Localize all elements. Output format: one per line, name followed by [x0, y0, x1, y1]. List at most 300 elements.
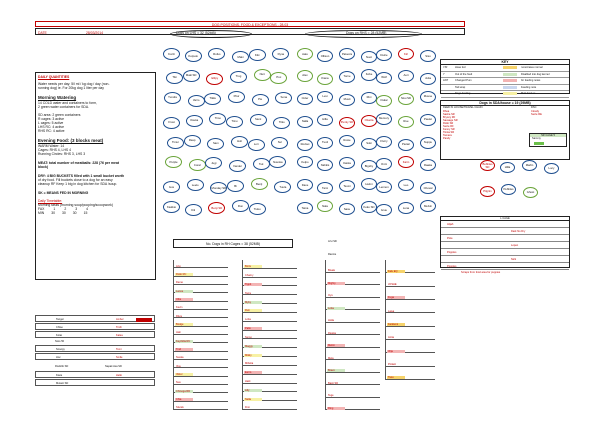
dog-circle: Tami — [317, 182, 333, 194]
key-rows — [441, 65, 569, 98]
timetable-head: 2 — [64, 207, 67, 211]
dsc-list — [531, 110, 542, 116]
dog-circle: Rufus — [208, 48, 225, 60]
cage-dog-name: Ritva — [176, 314, 182, 318]
dog-circle: Tiki — [166, 72, 183, 84]
l-cage-row — [441, 242, 569, 249]
cage-row — [242, 375, 297, 384]
dog-circle: Lucy — [544, 163, 559, 174]
cage-dog-name: Kerkkoni — [388, 323, 399, 327]
cage-dog-name: Basti SD — [328, 381, 339, 385]
cage-dog-name: Chia — [176, 398, 182, 402]
dog-circle: Nalla — [297, 116, 313, 128]
dog-circle: Sisu — [420, 50, 436, 62]
dog-circle: Kiekkio — [163, 201, 180, 213]
l-cage-dog: Alijah — [447, 222, 454, 226]
dog-circle: Dyna — [272, 48, 289, 60]
rh-cages-title-text: No. Dogs in RH Cages = 38 (52MB) — [206, 242, 260, 246]
key-cell: Y/R — [443, 66, 448, 69]
dog-circle: Kozzi — [163, 48, 180, 60]
dog-circle: Leo — [398, 179, 414, 191]
dog-circle: Monday SR — [210, 182, 227, 194]
key-swatch — [503, 92, 517, 95]
dog-circle: Kiana — [317, 73, 333, 85]
cage-dog-name: Tieto — [388, 376, 394, 380]
running-line: Running Circles: RHS 3, LHS 3 — [38, 152, 86, 156]
key-cell: Hose fed — [455, 66, 466, 69]
cage-row — [242, 322, 297, 331]
key-cell: Y — [443, 72, 445, 76]
sr-cage-box — [529, 133, 567, 147]
cage-dog-name: Nella — [245, 397, 251, 401]
dog-circle: Kaisla — [339, 157, 355, 169]
timetable-head: 1 — [53, 207, 56, 211]
dog-circle: Sasu — [339, 203, 355, 215]
dog-circle: Benji SD — [208, 202, 225, 214]
key-cell: Feeding note — [521, 85, 537, 89]
cage-dog-name: Fuga — [388, 296, 394, 300]
cage-row — [385, 353, 435, 366]
dog-circle: Bi — [227, 180, 244, 192]
left-cage-dog: Kiara — [56, 374, 63, 377]
l-cage-dog: Lopen — [511, 243, 519, 247]
sr-cage-color — [534, 142, 544, 145]
cage-dog-name: Mela — [328, 356, 334, 360]
dog-circle: Hilla — [317, 114, 333, 126]
rhs-oval-outline — [305, 30, 422, 38]
dog-circle: Nuppu — [420, 137, 436, 149]
cage-row — [173, 385, 228, 393]
cage-dog-name: Sumo — [245, 335, 252, 339]
dog-circle: Olsetta — [361, 115, 377, 127]
cage-row — [325, 310, 380, 323]
timetable-head: 4 — [86, 207, 88, 211]
cage-row — [325, 285, 380, 298]
dog-circle: Tiinu — [226, 116, 243, 128]
key-cell: Changed Pum — [455, 79, 472, 82]
left-cage-dog: Chloe — [56, 326, 63, 329]
timetable-value-row — [38, 211, 153, 215]
cage-dog-name: Tarra — [245, 291, 251, 295]
list-item: Suzie RF — [443, 125, 454, 128]
cage-row — [242, 401, 297, 410]
cage-dog-name: Keyrkilla RC — [176, 339, 191, 343]
cage-dog-name: Nuuka — [176, 356, 184, 360]
key-cell: Disabled into dog kennel — [521, 72, 550, 76]
dog-circle: Koko SD — [361, 201, 377, 213]
sk-note: SK = MEANS FED IN MORNING — [38, 191, 89, 195]
meat-line: MEAT: total number of meatballs: 228 (76 per meat — [38, 161, 119, 165]
dog-circle: Purple — [165, 156, 182, 168]
cage-dog-name: Vilja — [388, 349, 393, 353]
cage-dog-name: Mihelia — [245, 362, 254, 366]
lhs-dog-map — [163, 48, 293, 223]
dog-circle: Sam — [207, 138, 224, 150]
key-title: KEY — [441, 60, 569, 65]
dog-circle: Paulet — [420, 114, 436, 126]
dog-circle: Rue — [398, 116, 414, 128]
list-item: Bryony RF — [443, 116, 456, 119]
dog-circle: Huli — [231, 136, 248, 148]
house-title: FEED IN HOUSE/TRAVEL CHAIN — [443, 106, 483, 109]
cage-dog-name: Melini — [328, 344, 335, 347]
cage-highlight — [136, 318, 152, 322]
cage-dog-name: Stivals — [176, 406, 184, 410]
cage-row — [173, 402, 228, 410]
timetable-value: 30 — [72, 211, 77, 215]
dog-circle: Helmi — [361, 178, 377, 190]
cage-dog-name: Pinkett — [388, 363, 396, 367]
dog-circle: Rocket — [297, 139, 313, 151]
dog-circle: Timur — [167, 137, 184, 149]
morning-line-2: 2 green water containers for SDA. — [38, 105, 90, 109]
dog-circle: Karin — [398, 156, 414, 168]
dog-circle: Suki — [361, 138, 377, 150]
cage-row — [173, 343, 228, 351]
cage-dog-name: Falu EQ — [388, 269, 398, 273]
left-cages-bottom-title-2: Napak Asa SD — [105, 365, 122, 368]
lhs-oval-outline — [170, 30, 252, 38]
dry-line: DRY: 4 BIG BUCKETS filled with 1 small bucket worth — [38, 174, 125, 178]
l-cage-row — [441, 263, 569, 270]
cage-row — [242, 348, 297, 357]
cage-row — [173, 352, 228, 360]
sr-cage-title: SR CAGE 5 — [530, 134, 566, 137]
dog-circle: Wolf — [376, 72, 392, 84]
cage-row — [173, 360, 228, 368]
l-cage-dog: Nick — [511, 257, 517, 261]
sr-cage-item: Sammy — [532, 137, 541, 140]
mid-col-title-2: Rannie — [328, 253, 337, 256]
key-cell: Tail wrap — [455, 85, 466, 89]
cage-row — [173, 268, 228, 276]
dsc-title: DSC — [531, 106, 537, 109]
water-line-2: running dog) ie. For 20kg dog 1 liter per day — [38, 86, 104, 90]
l-cage-row — [441, 249, 569, 256]
cage-dog-name: Rollo RC — [176, 273, 187, 277]
dog-circle: Mouse — [420, 91, 436, 103]
cage-row — [385, 313, 435, 326]
dog-circle: Onni — [376, 158, 392, 170]
rh-cages-mid-col — [242, 260, 297, 410]
dog-circle: Ollison — [317, 50, 333, 62]
dog-circle: Punky SD — [339, 117, 355, 129]
list-item: Sausage SR — [443, 119, 458, 122]
dog-circle: Hilla — [500, 162, 515, 173]
cage-row — [242, 366, 297, 375]
key-swatch — [503, 73, 517, 76]
key-cell: Dogs feeding — [455, 92, 471, 95]
key-swatch — [503, 86, 517, 89]
left-cage-dog: Mutant SD — [56, 382, 69, 385]
dog-circle: Kiri — [398, 48, 414, 60]
cage-dog-name: Trail — [176, 348, 181, 352]
cage-row — [385, 273, 435, 286]
dog-circle: Cider — [297, 93, 313, 105]
dog-circle: Raaka — [420, 159, 436, 171]
dog-circle: Gruu — [376, 204, 392, 216]
cage-row — [173, 318, 228, 326]
l-cage-dog: Pixie — [447, 236, 453, 240]
cage-dog-name: Holla — [328, 319, 334, 322]
cage-row — [242, 278, 297, 287]
rh-cages-right-col — [325, 260, 380, 410]
evening-title: Evening Food: (3 blocks meat) — [38, 138, 104, 143]
dog-circle: Pie — [252, 94, 269, 106]
left-cage-dog: Amber — [116, 318, 124, 321]
header-title-bar — [35, 21, 465, 27]
dog-circle: Cheval — [420, 182, 436, 194]
cage-row — [242, 260, 297, 269]
cage-row — [242, 392, 297, 401]
cage-row — [173, 310, 228, 318]
key-cell: Out of the food — [455, 72, 473, 76]
left-cages-table — [35, 315, 155, 400]
cage-dog-name: Boris — [245, 265, 251, 269]
l-cage-row — [441, 235, 569, 242]
lhs-rc-line: LHS RC: 4 active — [38, 125, 65, 129]
timetable-value: 30 — [51, 211, 55, 215]
l-cage-panel — [440, 216, 570, 274]
left-cage-dog: Hello — [116, 374, 122, 377]
cage-dog-name: Myky — [245, 300, 252, 304]
cage-dog-name: Eerro — [245, 371, 252, 375]
dog-circle: Coral — [189, 159, 206, 171]
cage-dog-name: Deme — [176, 281, 183, 285]
dog-circle: Jutta — [420, 73, 436, 85]
left-cage-row — [35, 331, 155, 338]
dog-circle: Xander — [229, 160, 246, 172]
l-cage-title: L CAGE — [441, 217, 569, 221]
dog-circle: Nala — [317, 200, 333, 212]
left-cage-row — [35, 315, 155, 322]
cage-row — [173, 277, 228, 285]
cage-row — [325, 373, 380, 386]
key-row — [441, 91, 569, 98]
cage-dog-name: Lilly — [245, 388, 250, 392]
dog-circle: Ron — [232, 200, 249, 212]
list-item: Tamara — [443, 134, 452, 137]
right-cluster-map — [480, 160, 560, 210]
dog-circle: Rosie — [339, 135, 355, 147]
cage-row — [242, 384, 297, 393]
cage-row — [242, 304, 297, 313]
cage-dog-name: Anita — [388, 336, 394, 340]
list-item: Cloudy — [531, 110, 540, 113]
date-label: DATE — [38, 30, 47, 35]
cage-dog-name: Bisale — [328, 269, 336, 272]
cage-dog-name: Kevin — [176, 306, 183, 310]
cage-dog-name: Finn — [245, 406, 251, 410]
left-cage-dog: Tanger — [56, 318, 64, 321]
cage-row — [325, 323, 380, 336]
cage-dog-name: Lawa — [388, 309, 395, 313]
cage-row — [385, 327, 435, 340]
cage-dog-name: Lotta — [328, 306, 334, 310]
daily-timetable-title: Daily Timetable: — [38, 199, 63, 203]
list-item: Sasha SR — [443, 113, 455, 116]
left-cage-dog: Kalea — [116, 334, 123, 337]
dog-circle: Auri — [398, 70, 414, 82]
cage-row — [385, 340, 435, 353]
date-value: 28/03/2014 — [86, 30, 103, 35]
list-item: Rollo SR — [443, 122, 454, 125]
dog-circle: Tuk — [253, 158, 270, 170]
cage-row — [385, 300, 435, 313]
dog-circle: Pietari — [398, 139, 414, 151]
rhs-count-label: Dogs on RHS = 28 (52MB) — [346, 30, 387, 35]
cage-row — [173, 335, 228, 343]
morning-watering-title: Morning Watering — [38, 95, 77, 100]
dog-circle: Musti — [339, 94, 355, 106]
cage-dog-name: Bodge — [176, 323, 184, 327]
list-item: Suzie RE — [531, 113, 542, 116]
cage-dog-name: Chinoga RD — [176, 389, 191, 393]
dog-circle: Nuot — [361, 51, 377, 63]
cage-row — [173, 327, 228, 335]
left-cages-bottom-title: Rodolfo SD — [55, 365, 69, 368]
left-cages-mid-title: Noto 50 — [55, 340, 65, 343]
left-cage-dog: Hoc — [56, 356, 61, 359]
key-cell: runs/crates normal — [521, 66, 543, 69]
dog-circle: Tuula — [274, 181, 291, 193]
dog-circle: Melvin — [420, 200, 436, 212]
dog-circle: Sisu SD — [398, 93, 414, 105]
dog-circle: Nahkis — [317, 159, 333, 171]
cage-row — [173, 368, 228, 376]
dog-circle: Palooza — [339, 48, 355, 60]
left-cage-row — [35, 371, 155, 378]
cage-dog-name: Hatti — [245, 380, 251, 384]
water-line: Water needs per day: 5/l ml / kg dog / day (non- — [38, 82, 110, 86]
morning-line-1: 14 COLD water and containers to form, — [38, 101, 97, 105]
cage-row — [242, 269, 297, 278]
daily-quantities-panel — [35, 72, 156, 280]
cage-dog-name: Charny — [245, 274, 254, 278]
dog-circle: Tundra — [164, 92, 181, 104]
dog-circle: Taina — [297, 202, 313, 214]
dog-circle: Ghost — [523, 187, 538, 198]
dry-line-2: of dry food. Fill buckets close to a dog for an easy — [38, 178, 113, 182]
dog-circle: Tikku — [204, 93, 221, 105]
cage-row — [325, 335, 380, 348]
dog-circle: Luna — [398, 202, 414, 214]
cage-dog-name: Arto — [176, 264, 181, 268]
dog-circle: Lexi — [317, 91, 333, 103]
cage-dog-name: Viktor — [176, 373, 183, 377]
cage-row — [325, 273, 380, 286]
dog-circle: Maki — [232, 51, 249, 63]
cage-row — [325, 260, 380, 273]
cage-row — [242, 339, 297, 348]
cage-row — [385, 367, 435, 380]
cage-row — [173, 393, 228, 401]
l-cage-dog: Dark No Dry — [511, 229, 526, 233]
timetable-value: 30 — [62, 211, 66, 215]
cage-dog-name: Lotta — [245, 318, 251, 322]
dog-circle: Frost — [163, 117, 180, 129]
cage-row — [242, 313, 297, 322]
dog-circle: Bigsby — [361, 160, 377, 172]
dog-circle: Rasp — [184, 135, 201, 147]
left-cage-dog: Tomi — [116, 348, 122, 351]
dog-circle: Kelpo — [297, 156, 313, 168]
cages-line: Cages: RHS 4, LHS 4 — [38, 148, 71, 152]
left-cage-row — [35, 353, 155, 360]
cage-dog-name: Oyu — [328, 294, 333, 297]
house-list — [443, 110, 458, 140]
cage-dog-name: Ollie — [176, 298, 182, 302]
dog-circle: Korpelo — [185, 50, 202, 62]
dog-circle: Pitur — [228, 91, 245, 103]
dog-circle: Torne — [339, 71, 355, 83]
cage-dog-name: Tippit — [245, 282, 252, 286]
dog-circle: Tiiko — [273, 117, 290, 129]
l-cage-row — [441, 221, 569, 228]
dog-circle: Alex — [297, 70, 313, 82]
rcages-line: R cages: 3 active — [38, 117, 65, 121]
cage-row — [242, 286, 297, 295]
dog-circle: Kiki — [249, 49, 266, 61]
cage-row — [242, 331, 297, 340]
dog-circle: Tiuku — [249, 203, 266, 215]
cage-dog-name: Visu — [176, 364, 181, 368]
dog-circle: Pilgrim — [480, 186, 495, 197]
l-cage-note: Scraps from food area for puppies — [461, 271, 501, 274]
cage-row — [173, 302, 228, 310]
l-cage-list — [441, 221, 569, 270]
dog-circle: Tuuli — [317, 137, 333, 149]
dog-circle: Sona — [275, 92, 292, 104]
key-swatch — [503, 66, 517, 69]
cage-row — [242, 357, 297, 366]
dog-circle: Ellipy — [206, 73, 223, 85]
key-swatch — [503, 79, 517, 82]
cage-row — [325, 398, 380, 411]
timetable-head: FAX — [38, 207, 45, 211]
dog-circle: Varro — [188, 95, 205, 107]
key-cell: Mutt feed ex... — [521, 92, 538, 95]
dog-circle: Benji — [251, 178, 268, 190]
cage-dog-name: Ring — [328, 406, 334, 410]
dog-circle: Leelo — [187, 179, 204, 191]
left-cage-row — [35, 323, 155, 330]
header-title: DOG POSITIONS, FOOD & EXCEPTIONS - 28.03 — [211, 23, 289, 27]
dog-circle: Osuka — [186, 115, 203, 127]
timetable-value: 15 — [83, 211, 88, 215]
cage-dog-name: Tege — [328, 394, 334, 397]
cage-row — [173, 260, 228, 268]
list-item: Tiinka SR — [443, 131, 455, 134]
dog-circle: Sul — [271, 137, 288, 149]
cage-row — [385, 287, 435, 300]
left-cage-dog: Trulli — [116, 326, 122, 329]
left-cage-dog: Smile — [116, 356, 123, 359]
meat-line-2: block) — [38, 165, 48, 169]
cage-row — [173, 377, 228, 385]
rh-cages-title — [173, 239, 293, 248]
dog-circle: Maki SD — [183, 70, 200, 82]
list-item: Rhea — [443, 110, 450, 113]
dog-circle: Dulce — [376, 49, 392, 61]
rh-cages-far-col — [385, 260, 435, 380]
left-cage-row — [35, 345, 155, 352]
rhs-rc-line: RHS RC: 4 active — [38, 129, 65, 133]
timetable-value: MIN — [38, 211, 45, 215]
cage-dog-name: Rieska — [328, 331, 336, 335]
cage-row — [325, 360, 380, 373]
key-panel — [440, 59, 570, 94]
